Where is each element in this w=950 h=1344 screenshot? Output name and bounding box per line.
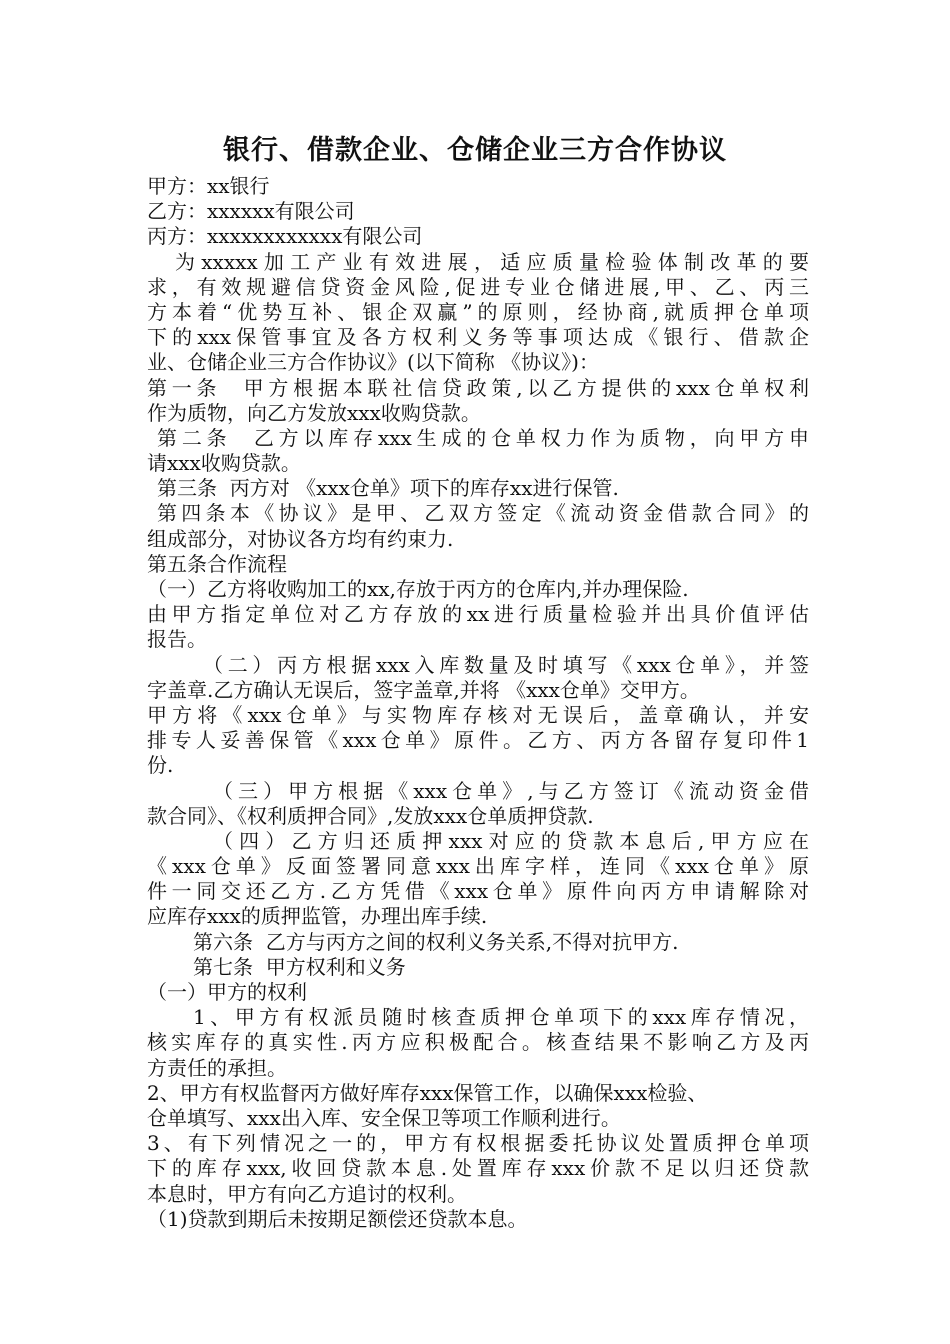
text-line: 第六条 乙方与丙方之间的权利义务关系,不得对抗甲方. <box>193 929 679 954</box>
document-body <box>147 174 809 1232</box>
text-line: 第四条本《协议》是甲、乙双方签定《流动资金借款合同》的 <box>157 501 809 526</box>
text-line: 本息时，甲方有向乙方追讨的权利。 <box>147 1181 467 1206</box>
text-line: 第七条 甲方权利和义务 <box>193 954 406 979</box>
text-line: 作为质物，向乙方发放xxx收购贷款。 <box>147 400 481 425</box>
text-line: （一）甲方的权利 <box>147 980 307 1004</box>
text-line: 方责任的承担。 <box>147 1055 287 1080</box>
text-line: 下的xxx保管事宜及各方权利义务等事项达成《银行、借款企 <box>147 325 809 350</box>
text-line: 2、甲方有权监督丙方做好库存xxx保管工作，以确保xxx检验、 <box>147 1080 708 1105</box>
text-line: 方本着“优势互补、银企双赢”的原则，经协商,就质押仓单项 <box>147 299 809 324</box>
text-line: （三）甲方根据《xxx仓单》,与乙方签订《流动资金借 <box>213 778 809 803</box>
text-line: 由甲方指定单位对乙方存放的xx进行质量检验并出具价值评估 <box>147 602 809 627</box>
text-line: 1、甲方有权派员随时核查质押仓单项下的xxx库存情况， <box>193 1005 809 1030</box>
text-line: 报告。 <box>147 627 207 652</box>
text-line: 下的库存xxx,收回贷款本息.处置库存xxx价款不足以归还贷款 <box>147 1156 809 1181</box>
text-line: 第一条 甲方根据本联社信贷政策,以乙方提供的xxx仓单权利 <box>147 375 809 400</box>
text-line: 核实库存的真实性.丙方应积极配合。核查结果不影响乙方及丙 <box>147 1030 809 1055</box>
text-line: 甲方将《xxx仓单》与实物库存核对无误后，盖章确认，并安 <box>147 702 809 727</box>
text-line: （一）乙方将收购加工的xx,存放于丙方的仓库内,并办理保险. <box>147 577 689 601</box>
text-line: 求，有效规避信贷资金风险,促进专业仓储进展,甲、乙、丙三 <box>147 274 809 299</box>
text-line: 《xxx仓单》反面签署同意xxx出库字样，连同《xxx仓单》原 <box>147 854 809 879</box>
text-line: 份. <box>147 753 174 778</box>
text-line: 第三条 丙方对 《xxx仓单》项下的库存xx进行保管. <box>157 476 619 501</box>
text-line: 甲方：xx银行 <box>147 174 270 198</box>
text-line: 乙方：xxxxxx有限公司 <box>147 199 355 224</box>
document-title: 银行、借款企业、仓储企业三方合作协议 <box>223 135 727 166</box>
text-line: 丙方：xxxxxxxxxxxx有限公司 <box>147 224 423 249</box>
text-line: 第二条 乙方以库存xxx生成的仓单权力作为质物，向甲方申 <box>157 425 809 450</box>
text-line: 排专人妥善保管《xxx仓单》原件。乙方、丙方各留存复印件1 <box>147 728 809 753</box>
text-line: 字盖章.乙方确认无误后，签字盖章,并将 《xxx仓单》交甲方。 <box>147 677 700 702</box>
text-line: （二）丙方根据xxx入库数量及时填写《xxx仓单》，并签 <box>203 652 809 677</box>
text-line: （四）乙方归还质押xxx对应的贷款本息后,甲方应在 <box>213 828 809 853</box>
text-line: 组成部分，对协议各方均有约束力. <box>147 526 454 551</box>
text-line: 为xxxxx加工产业有效进展，适应质量检验体制改革的要 <box>175 249 809 274</box>
text-line: 仓单填写、xxx出入库、安全保卫等项工作顺利进行。 <box>147 1105 621 1130</box>
text-line: 款合同》、《权利质押合同》,发放xxx仓单质押贷款. <box>147 803 594 828</box>
text-line: 件一同交还乙方.乙方凭借《xxx仓单》原件向丙方申请解除对 <box>147 879 809 904</box>
text-line: （1)贷款到期后未按期足额偿还贷款本息。 <box>147 1206 528 1231</box>
text-line: 3、有下列情况之一的，甲方有权根据委托协议处置质押仓单项 <box>147 1131 809 1156</box>
text-line: 第五条合作流程 <box>147 551 287 576</box>
text-line: 业、仓储企业三方合作协议》(以下简称 《协议》)： <box>147 350 599 375</box>
text-line: 应库存xxx的质押监管，办理出库手续. <box>147 904 488 929</box>
text-line: 请xxx收购贷款。 <box>147 451 301 476</box>
